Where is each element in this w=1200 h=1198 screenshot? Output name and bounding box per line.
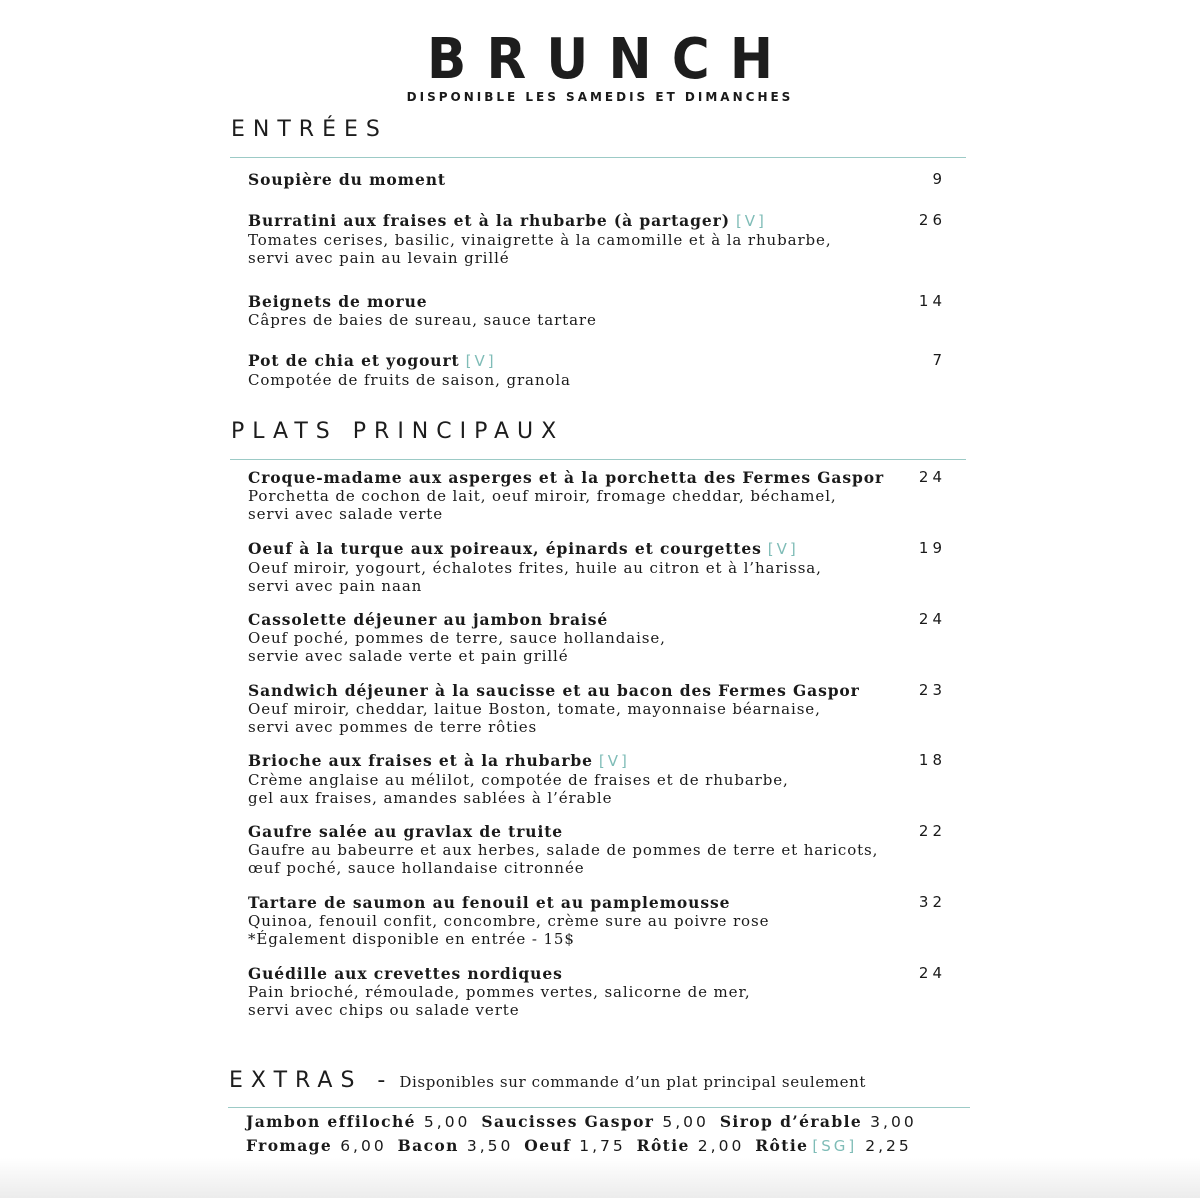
item-description: servi avec salade verte xyxy=(248,505,444,523)
item-description: servi avec pommes de terre rôties xyxy=(248,718,538,736)
item-price: 14 xyxy=(918,292,946,310)
item-price: 32 xyxy=(918,893,946,911)
item-price: 9 xyxy=(932,170,946,188)
extras-note: Disponibles sur commande d’un plat principal seulement xyxy=(399,1073,866,1091)
item-description: Crème anglaise au mélilot, compotée de fraises et de rhubarbe, xyxy=(248,771,789,789)
menu-item xyxy=(248,751,948,807)
extra-price: 5,00 xyxy=(423,1113,471,1131)
item-price: 18 xyxy=(918,751,946,769)
section-divider xyxy=(230,157,966,158)
extra-price: 1,75 xyxy=(579,1137,626,1155)
extra-name: Rôtie xyxy=(636,1136,690,1155)
extra-price: 6,00 xyxy=(340,1137,387,1155)
menu-item xyxy=(248,211,948,267)
item-description: Compotée de fruits de saison, granola xyxy=(248,371,571,389)
item-name: Brioche aux fraises et à la rhubarbe xyxy=(248,751,593,770)
extra-name: Bacon xyxy=(397,1136,459,1155)
item-name: Sandwich déjeuner à la saucisse et au bacon des Fermes Gaspor xyxy=(248,681,860,700)
item-name: Beignets de morue xyxy=(248,292,428,311)
vegetarian-tag: [V] xyxy=(465,352,497,370)
item-price: 22 xyxy=(918,822,946,840)
section-title-plats: PLATS PRINCIPAUX xyxy=(231,419,565,444)
menu-item xyxy=(248,292,948,329)
item-description: Oeuf miroir, yogourt, échalotes frites, huile au citron et à l’harissa, xyxy=(248,559,822,577)
item-description: Pain brioché, rémoulade, pommes vertes, salicorne de mer, xyxy=(248,983,751,1001)
menu-item xyxy=(248,539,948,595)
item-name: Tartare de saumon au fenouil et au pamplemousse xyxy=(248,893,731,912)
page-bottom-shadow xyxy=(0,1158,1200,1198)
extra-name: Rôtie xyxy=(755,1136,809,1155)
menu-item xyxy=(248,468,948,523)
menu-item xyxy=(248,170,948,189)
item-description: Tomates cerises, basilic, vinaigrette à la camomille et à la rhubarbe, xyxy=(248,231,832,249)
item-description: Oeuf miroir, cheddar, laitue Boston, tomate, mayonnaise béarnaise, xyxy=(248,700,821,718)
item-name: Pot de chia et yogourt xyxy=(248,351,460,370)
extras-row xyxy=(246,1136,918,1156)
gluten-free-tag: [SG] xyxy=(812,1137,858,1155)
extra-price: 3,50 xyxy=(466,1137,514,1155)
item-name: Cassolette déjeuner au jambon braisé xyxy=(248,610,609,629)
extra-price: 2,25 xyxy=(865,1137,912,1155)
extra-name: Sirop d’érable xyxy=(719,1112,863,1131)
item-name: Guédille aux crevettes nordiques xyxy=(248,964,563,983)
item-description: gel aux fraises, amandes sablées à l’érable xyxy=(248,789,613,807)
item-name: Oeuf à la turque aux poireaux, épinards et courgettes xyxy=(248,539,762,558)
item-description: Câpres de baies de sureau, sauce tartare xyxy=(248,311,597,329)
extra-price: 2,00 xyxy=(697,1137,745,1155)
item-description: Gaufre au babeurre et aux herbes, salade de pommes de terre et haricots, xyxy=(248,841,879,859)
item-description: servie avec salade verte et pain grillé xyxy=(248,647,569,665)
vegetarian-tag: [V] xyxy=(735,212,767,230)
item-price: 7 xyxy=(932,351,946,369)
item-price: 23 xyxy=(918,681,946,699)
menu-item xyxy=(248,964,948,1019)
item-description: servi avec chips ou salade verte xyxy=(248,1001,520,1019)
item-price: 24 xyxy=(918,964,946,982)
menu-item xyxy=(248,351,948,389)
item-price: 24 xyxy=(918,610,946,628)
extra-price: 3,00 xyxy=(870,1113,917,1131)
extras-title: EXTRAS - xyxy=(229,1068,394,1093)
menu-item xyxy=(248,681,948,736)
extra-name: Jambon effiloché xyxy=(246,1112,416,1131)
item-description: Porchetta de cochon de lait, oeuf miroir, fromage cheddar, béchamel, xyxy=(248,487,837,505)
extras-row xyxy=(246,1112,923,1132)
extra-name: Saucisses Gaspor xyxy=(481,1112,655,1131)
item-description: servi avec pain au levain grillé xyxy=(248,249,510,267)
item-name: Gaufre salée au gravlax de truite xyxy=(248,822,564,841)
section-title-entrees: ENTRÉES xyxy=(231,117,388,142)
vegetarian-tag: [V] xyxy=(767,540,799,558)
extra-name: Oeuf xyxy=(524,1136,572,1155)
section-divider xyxy=(228,1107,970,1108)
item-price: 24 xyxy=(918,468,946,486)
item-name: Burratini aux fraises et à la rhubarbe (à partager) xyxy=(248,211,730,230)
extra-name: Fromage xyxy=(246,1136,333,1155)
vegetarian-tag: [V] xyxy=(598,752,630,770)
menu-title: BRUNCH xyxy=(426,27,794,92)
item-description: Oeuf poché, pommes de terre, sauce hollandaise, xyxy=(248,629,666,647)
item-description: *Également disponible en entrée - 15$ xyxy=(248,930,575,948)
item-description: œuf poché, sauce hollandaise citronnée xyxy=(248,859,585,877)
section-title-extras xyxy=(229,1068,866,1095)
menu-item xyxy=(248,893,948,948)
item-price: 19 xyxy=(918,539,946,557)
item-name: Soupière du moment xyxy=(248,170,446,189)
item-name: Croque-madame aux asperges et à la porchetta des Fermes Gaspor xyxy=(248,468,885,487)
menu-item xyxy=(248,610,948,665)
extra-price: 5,00 xyxy=(662,1113,709,1131)
menu-subtitle: DISPONIBLE LES SAMEDIS ET DIMANCHES xyxy=(406,90,794,104)
item-price: 26 xyxy=(918,211,946,229)
item-description: servi avec pain naan xyxy=(248,577,423,595)
item-description: Quinoa, fenouil confit, concombre, crème sure au poivre rose xyxy=(248,912,770,930)
menu-item xyxy=(248,822,948,877)
section-divider xyxy=(230,459,966,460)
